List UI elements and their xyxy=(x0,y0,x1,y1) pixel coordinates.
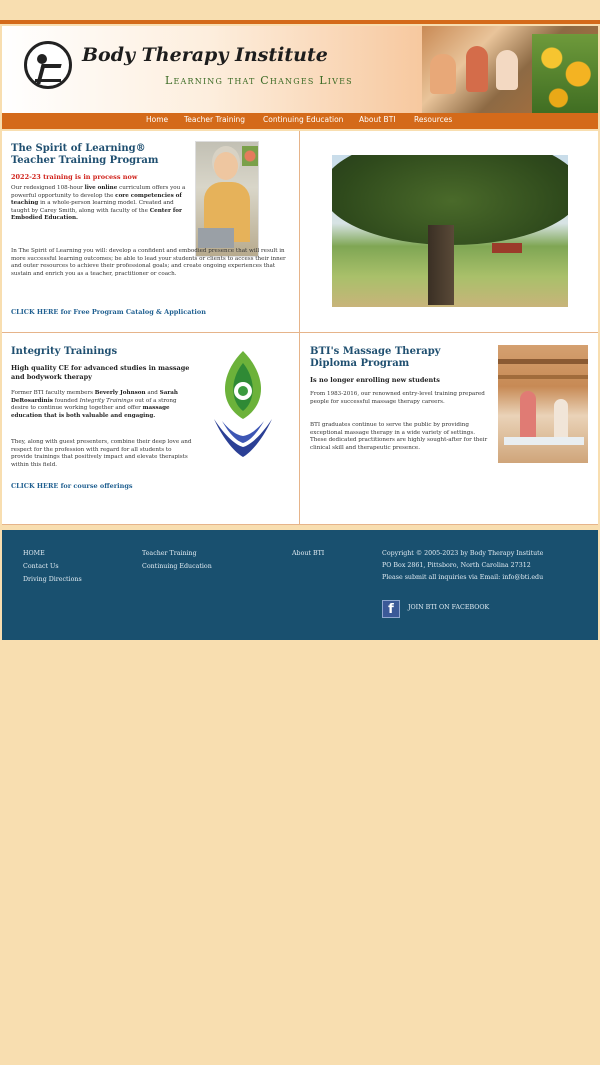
site-header xyxy=(2,26,598,113)
logo-icon[interactable] xyxy=(24,41,72,89)
site-footer xyxy=(2,530,598,640)
nav-item-home[interactable]: Home xyxy=(146,115,169,124)
spirit-title: The Spirit of Learning® Teacher Training Program xyxy=(11,143,159,166)
integrity-body-2: They, along with guest presenters, combine their deep love and respect for the profession with regard for all students to provide trainings that positively impact and elevate therapists within this field. xyxy=(11,439,192,468)
footer-address: PO Box 2861, Pittsboro, North Carolina 27312 xyxy=(382,562,531,569)
facebook-join-link[interactable]: JOIN BTI ON FACEBOOK xyxy=(408,604,490,611)
footer-inquiries[interactable]: Please submit all inquiries via Email: info@bti.edu xyxy=(382,574,544,581)
integrity-subtitle: High quality CE for advanced studies in massage and bodywork therapy xyxy=(11,364,190,381)
teacher-photo xyxy=(195,141,259,257)
footer-link-continuing-education[interactable]: Continuing Education xyxy=(142,563,212,570)
content-panels xyxy=(2,131,598,525)
footer-link-about[interactable]: About BTI xyxy=(292,550,325,557)
integrity-logo-icon xyxy=(210,349,276,459)
spirit-body-2: In The Spirit of Learning you will: develop a confident and embodied presence that will result in more successful learning outcomes; be able to lead your students or clients to access their inner and outer resources to achieve their professional goals; and create ongoing experiences that sustain and enrich you as a teacher, practitioner or coach. xyxy=(11,248,286,277)
footer-link-directions[interactable]: Driving Directions xyxy=(23,576,82,583)
nav-item-continuing-education[interactable]: Continuing Education xyxy=(263,115,344,124)
main-nav xyxy=(2,113,598,129)
header-photo xyxy=(422,26,598,113)
integrity-title: Integrity Trainings xyxy=(11,346,118,357)
panel-divider-bottom xyxy=(2,524,598,525)
spirit-catalog-link[interactable]: CLICK HERE for Free Program Catalog & Application xyxy=(11,308,206,316)
footer-copyright: Copyright © 2005-2023 by Body Therapy Institute xyxy=(382,550,544,557)
top-accent-line xyxy=(0,20,600,24)
footer-link-teacher-training[interactable]: Teacher Training xyxy=(142,550,197,557)
diploma-body-1: From 1983-2016, our renowned entry-level training prepared people for successful massage therapy careers. xyxy=(310,391,485,405)
diploma-title: BTI's Massage Therapy Diploma Program xyxy=(310,346,441,369)
integrity-body-1: Former BTI faculty members Beverly Johnson and Sarah DeRosardinis founded Integrity Trainings out of a strong desire to continue working together and offer massage education that is both valuable and engaging. xyxy=(11,390,178,419)
footer-link-contact[interactable]: Contact Us xyxy=(23,563,59,570)
panel-divider-vertical xyxy=(299,131,300,525)
diploma-subtitle: Is no longer enrolling new students xyxy=(310,376,440,384)
diploma-body-2: BTI graduates continue to serve the public by providing exceptional massage therapy in a wide variety of settings. These dedicated practitioners are highly sought-after for their clinical skill and therapeutic presence. xyxy=(310,422,488,451)
panel-divider-horizontal xyxy=(2,332,598,333)
facebook-icon[interactable]: f xyxy=(382,600,400,618)
oak-tree-photo xyxy=(332,155,568,307)
massage-class-photo xyxy=(498,345,588,463)
spirit-body-1: Our redesigned 108-hour live online curriculum offers you a powerful opportunity to develop the core competencies of teaching in a whole-person learning model. Created and taught by Carey Smith, along with faculty of the Center for Embodied Education. xyxy=(11,185,186,222)
site-tagline: Learning that Changes Lives xyxy=(165,74,353,87)
nav-item-teacher-training[interactable]: Teacher Training xyxy=(184,115,246,124)
site-title[interactable]: Body Therapy Institute xyxy=(82,44,328,66)
footer-link-home[interactable]: HOME xyxy=(23,550,45,557)
nav-item-about-bti[interactable]: About BTI xyxy=(359,115,396,124)
nav-item-resources[interactable]: Resources xyxy=(414,115,453,124)
integrity-courses-link[interactable]: CLICK HERE for course offerings xyxy=(11,482,133,490)
spirit-notice: 2022-23 training is in process now xyxy=(11,173,138,181)
